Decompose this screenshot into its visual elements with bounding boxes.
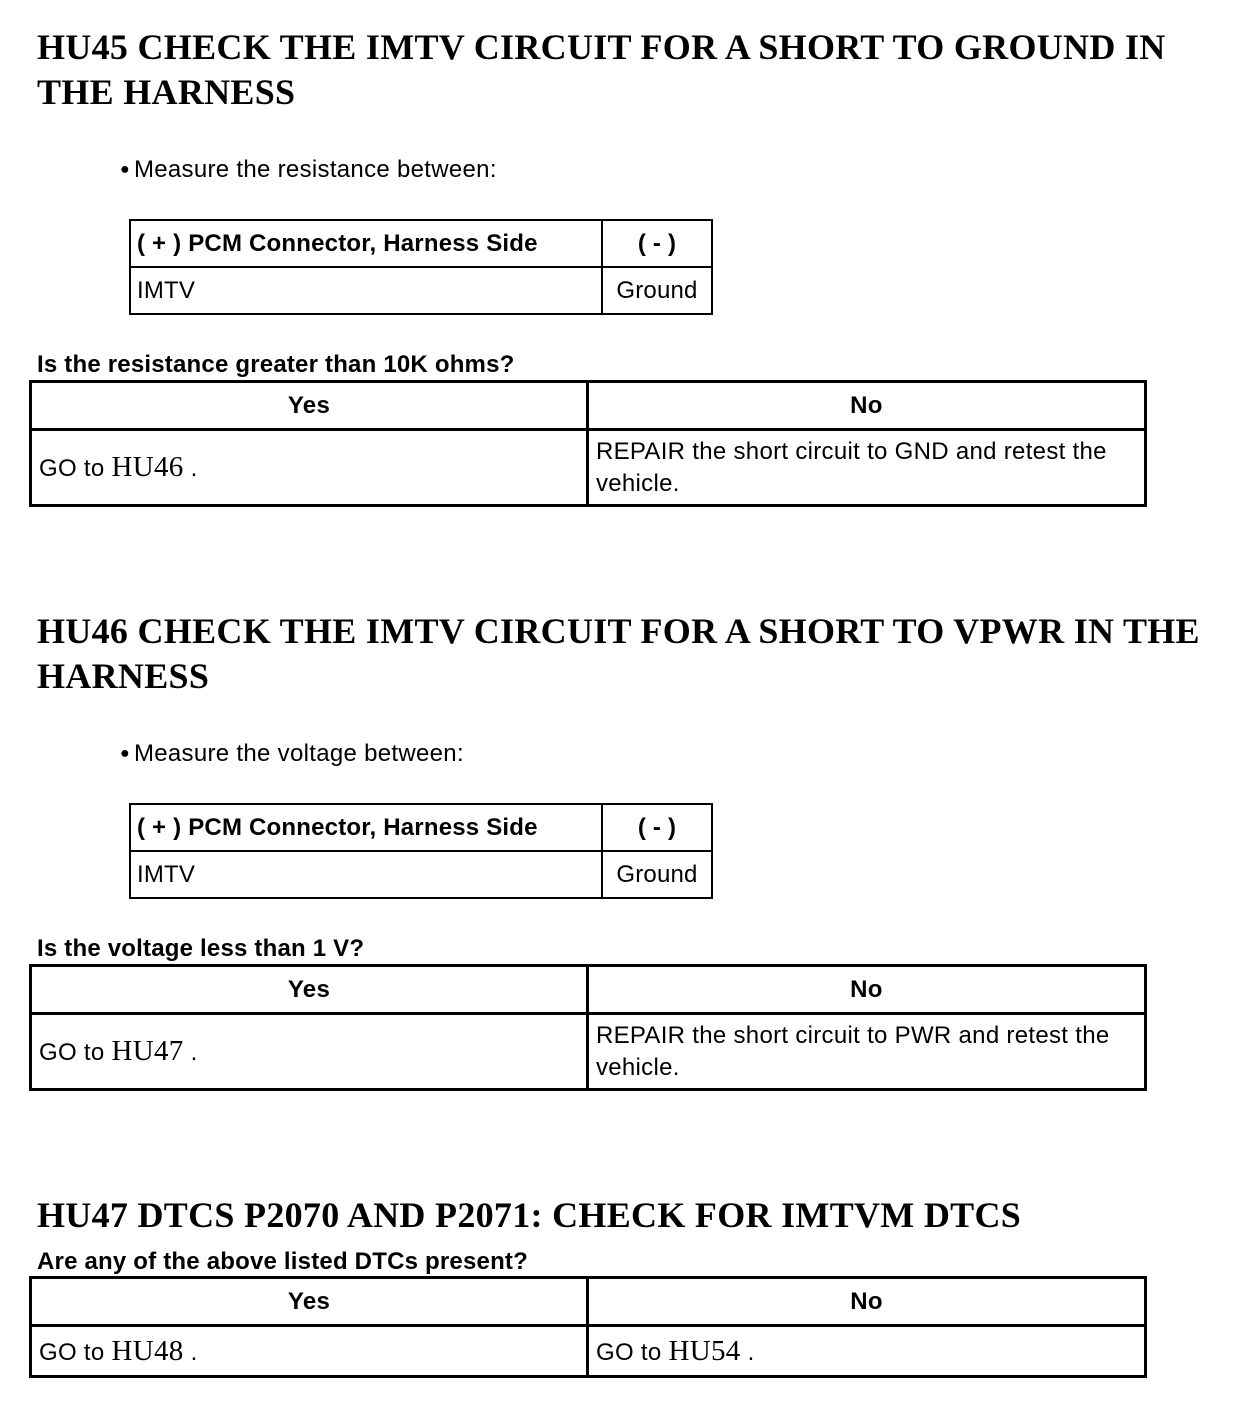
no-action: REPAIR the short circuit to PWR and retest the vehicle.	[587, 1014, 1145, 1090]
section-heading-hu45: HU45 CHECK THE IMTV CIRCUIT FOR A SHORT TO GROUND IN THE HARNESS	[37, 27, 1166, 112]
measurement-table	[129, 803, 713, 899]
period: .	[190, 455, 198, 482]
cell-negative: Ground	[602, 851, 712, 898]
go-to-text: GO to	[39, 455, 105, 482]
bullet-icon: ●	[120, 161, 130, 178]
question-text: Is the voltage less than 1 V?	[37, 935, 365, 962]
measurement-table	[129, 219, 713, 315]
yes-header: Yes	[31, 1278, 588, 1326]
yes-action	[31, 1326, 588, 1377]
bullet-icon: ●	[120, 745, 130, 762]
yes-action	[31, 1014, 588, 1090]
answer-table	[29, 964, 1147, 1091]
instruction-bullet	[120, 156, 497, 184]
instruction-text: Measure the resistance between:	[133, 156, 497, 183]
no-header: No	[587, 382, 1145, 430]
section-heading-hu47: HU47 DTCS P2070 AND P2071: CHECK FOR IMTVM DTCS	[37, 1195, 1022, 1235]
step-link-hu48[interactable]: HU48	[111, 1334, 184, 1367]
cell-negative: Ground	[602, 267, 712, 314]
question-text: Are any of the above listed DTCs present?	[37, 1248, 528, 1275]
question-text: Is the resistance greater than 10K ohms?	[37, 351, 515, 378]
no-action	[588, 1326, 1146, 1377]
period: .	[747, 1338, 755, 1366]
go-to-text: GO to	[596, 1338, 662, 1366]
column-header-positive: ( + ) PCM Connector, Harness Side	[130, 804, 602, 851]
instruction-text: Measure the voltage between:	[133, 740, 464, 767]
answer-table	[29, 380, 1147, 507]
column-header-positive: ( + ) PCM Connector, Harness Side	[130, 220, 602, 267]
yes-header: Yes	[31, 966, 588, 1014]
section-heading-hu46: HU46 CHECK THE IMTV CIRCUIT FOR A SHORT TO VPWR IN THE HARNESS	[37, 611, 1200, 696]
yes-header: Yes	[31, 382, 588, 430]
cell-positive: IMTV	[130, 851, 602, 898]
yes-action	[31, 430, 588, 506]
instruction-bullet	[120, 740, 464, 768]
go-to-text: GO to	[39, 1338, 105, 1366]
step-link-hu46[interactable]: HU46	[111, 451, 184, 483]
column-header-negative: ( - )	[602, 220, 712, 267]
answer-table	[29, 1276, 1147, 1378]
no-header: No	[587, 966, 1145, 1014]
no-action: REPAIR the short circuit to GND and retest the vehicle.	[587, 430, 1145, 506]
column-header-negative: ( - )	[602, 804, 712, 851]
go-to-text: GO to	[39, 1039, 105, 1066]
no-header: No	[588, 1278, 1146, 1326]
period: .	[190, 1039, 198, 1066]
step-link-hu47[interactable]: HU47	[111, 1035, 184, 1067]
step-link-hu54[interactable]: HU54	[668, 1334, 741, 1367]
period: .	[190, 1338, 198, 1366]
cell-positive: IMTV	[130, 267, 602, 314]
